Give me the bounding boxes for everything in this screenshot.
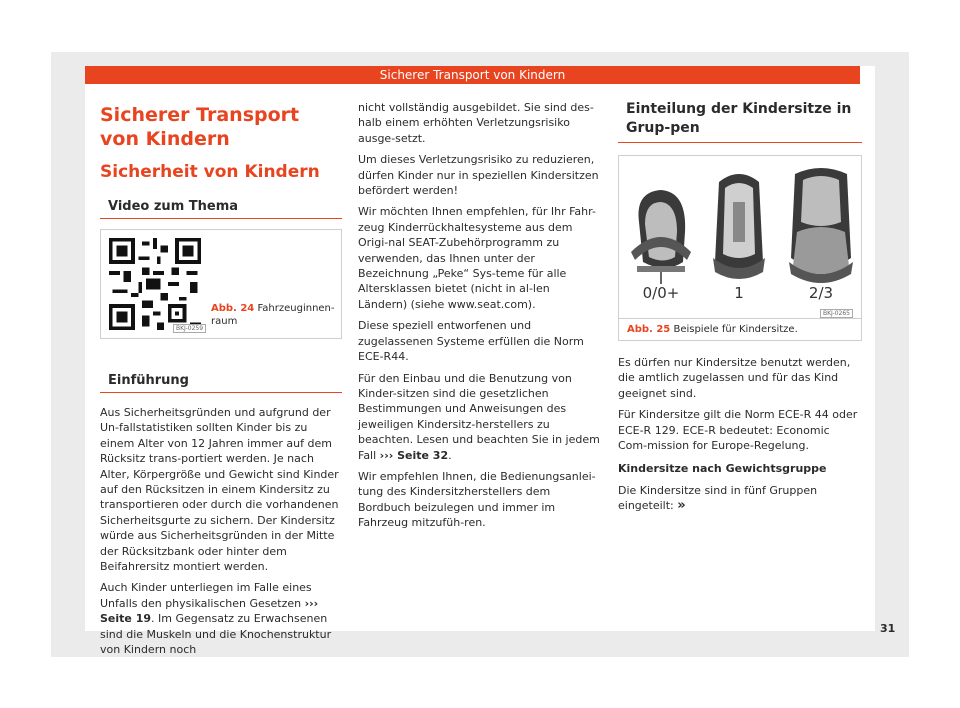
paragraph: Es dürfen nur Kindersitze benutzt werden, die amtlich zugelassen und für das Kind geeignet sind. bbox=[618, 356, 851, 400]
running-header: Sicherer Transport von Kindern bbox=[85, 66, 860, 84]
figure-24 bbox=[100, 229, 342, 339]
figure-caption bbox=[211, 302, 336, 328]
subheading: Kindersitze nach Gewichtsgruppe bbox=[618, 462, 827, 476]
section-title: Sicherheit von Kindern bbox=[100, 162, 320, 182]
paragraph-text: . Im Gegensatz zu Erwachsenen sind die Muskeln und die Knochenstruktur von Kindern noch bbox=[100, 612, 332, 657]
paragraph: Wir empfehlen Ihnen, die Bedienungsanlei-tung des Kindersitzherstellers dem Bordbuch beizulegen und immer im Fahrzeug mitzufüh-ren. bbox=[358, 469, 596, 530]
column-3 bbox=[618, 100, 862, 520]
seat-group-0-image bbox=[625, 162, 697, 312]
page-reference-link[interactable]: ››› Seite 32 bbox=[379, 448, 449, 462]
paragraph: Diese speziell entworfenen und zugelassenen Systeme erfüllen die Norm ECE-R44. bbox=[358, 319, 584, 364]
video-heading: Video zum Thema bbox=[100, 193, 342, 219]
continue-arrow-icon: » bbox=[677, 498, 686, 514]
paragraph-text: Für den Einbau und die Benutzung von Kinder-sitzen sind die gesetzlichen Bestimmungen und Anweisungen des jeweiligen Kindersitz-herstellers zu beachten. Lesen und beachten Sie in jedem Fall bbox=[358, 371, 600, 462]
page-reference-link[interactable]: ››› Seite 19 bbox=[100, 596, 319, 626]
paragraph: nicht vollständig ausgebildet. Sie sind des-halb einem erhöhten Verletzungsrisiko ausge-setzt. bbox=[358, 101, 594, 145]
paragraph bbox=[100, 580, 342, 657]
paragraph: Für Kindersitze gilt die Norm ECE-R 44 oder ECE-R 129. ECE-R bedeutet: Economic Com-mission for Europe-Regelung. bbox=[618, 408, 858, 453]
column-2 bbox=[358, 100, 602, 537]
figure-label: Abb. 25 bbox=[627, 324, 671, 335]
figure-caption-text: Fahrzeuginnen-raum bbox=[211, 303, 335, 327]
figure-code: BKJ-0265 bbox=[820, 309, 853, 318]
paragraph-text: . bbox=[448, 448, 452, 462]
groups-heading: Einteilung der Kindersitze in Grup-pen bbox=[618, 100, 862, 143]
figure-caption bbox=[619, 318, 861, 340]
figure-code: BKJ-0259 bbox=[173, 324, 206, 333]
figure-label: Abb. 24 bbox=[211, 303, 255, 314]
seat-group-label: 2/3 bbox=[808, 284, 834, 302]
page-number: 31 bbox=[880, 622, 896, 635]
chapter-title: Sicherer Transport von Kindern bbox=[100, 104, 300, 150]
paragraph bbox=[618, 483, 862, 514]
seat-group-label: 0/0+ bbox=[642, 284, 680, 302]
figure-25 bbox=[618, 155, 862, 341]
paragraph: Aus Sicherheitsgründen und aufgrund der Un-fallstatistiken sollten Kinder bis zu einem Alter von 12 Jahren immer auf dem Rücksitz trans-portiert werden. Je nach Alter, Körpergröße und Gewicht sind Kinder auf den Rücksitzen in einem Kindersitz zu transportieren oder durch die vorhandenen Sicherheitsgurte zu sichern. Der Kindersitz würde aus Sicherheitsgründen in der Mitte der Rücksitzbank oder hinter dem Beifahrersitz montiert werden. bbox=[100, 406, 339, 574]
figure-caption-text: Beispiele für Kindersitze. bbox=[673, 324, 798, 335]
child-seats-illustration bbox=[625, 162, 855, 317]
column-1 bbox=[100, 95, 342, 664]
paragraph-text: Auch Kinder unterliegen im Falle eines Unfalls den physikalischen Gesetzen bbox=[100, 581, 312, 610]
intro-heading: Einführung bbox=[100, 367, 342, 393]
qr-code-icon[interactable] bbox=[109, 238, 201, 330]
paragraph-text: Die Kindersitze sind in fünf Gruppen eingeteilt: bbox=[618, 483, 818, 513]
paragraph: Wir möchten Ihnen empfehlen, für Ihr Fahr-zeug Kinderrückhaltesysteme aus dem Origi-nal SEAT-Zubehörprogramm zu verwenden, das Ihnen unter der Bezeichnung „Peke“ Sys-teme für alle Altersklassen bietet (nicht in al-len Ländern) (siehe www.seat.com). bbox=[358, 205, 596, 311]
paragraph bbox=[358, 371, 602, 463]
paragraph: Um dieses Verletzungsrisiko zu reduzieren, dürfen Kinder nur in speziellen Kindersitzen befördert werden! bbox=[358, 153, 599, 198]
seat-group-2-3-image bbox=[781, 162, 861, 312]
seat-group-label: 1 bbox=[734, 284, 744, 302]
seat-group-1-image bbox=[703, 162, 775, 312]
